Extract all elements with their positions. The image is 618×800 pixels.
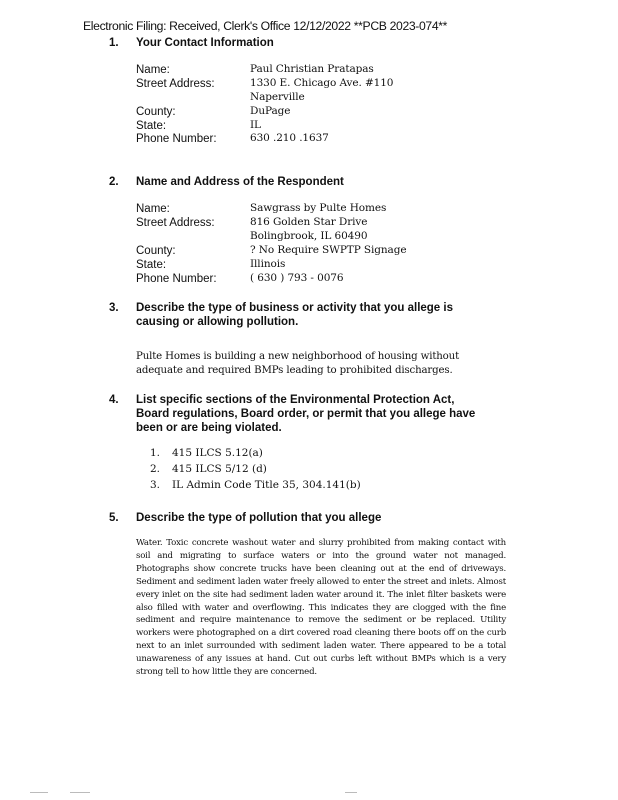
- contact-state-label: State:: [136, 120, 167, 132]
- section-2-title: Name and Address of the Respondent: [136, 176, 344, 188]
- footer-mark: [345, 792, 357, 793]
- list-item-text: IL Admin Code Title 35, 304.141(b): [172, 479, 361, 491]
- contact-phone-value: 630 .210 .1637: [250, 132, 329, 144]
- section-3-number: 3.: [109, 302, 119, 314]
- contact-county-label: County:: [136, 106, 176, 118]
- section-4-title-line: been or are being violated.: [136, 422, 282, 434]
- respondent-county-value: ? No Require SWPTP Signage: [250, 244, 407, 256]
- list-item: [150, 447, 361, 463]
- respondent-phone-value: ( 630 ) 793 - 0076: [250, 272, 344, 284]
- respondent-city-value: Bolingbrook, IL 60490: [250, 230, 368, 242]
- contact-phone-label: Phone Number:: [136, 133, 217, 145]
- section-3-title-line: Describe the type of business or activity that you allege is: [136, 302, 453, 314]
- section-4-number: 4.: [109, 394, 119, 406]
- section-3-body-line: adequate and required BMPs leading to prohibited discharges.: [136, 365, 453, 376]
- section-3-body-line: Pulte Homes is building a new neighborhood of housing without: [136, 351, 460, 362]
- section-4-title-line: List specific sections of the Environmental Protection Act,: [136, 394, 455, 406]
- contact-name-value: Paul Christian Pratapas: [250, 63, 374, 75]
- violations-list: [150, 447, 361, 495]
- contact-county-value: DuPage: [250, 105, 291, 117]
- footer-mark: [30, 792, 48, 793]
- contact-street-value: 1330 E. Chicago Ave. #110: [250, 77, 394, 89]
- contact-name-label: Name:: [136, 64, 170, 76]
- section-1-number: 1.: [109, 37, 119, 49]
- respondent-phone-label: Phone Number:: [136, 273, 217, 285]
- list-item-text: 415 ILCS 5.12(a): [172, 447, 263, 459]
- list-item-number: 1.: [150, 447, 161, 459]
- respondent-street-label: Street Address:: [136, 217, 215, 229]
- list-item-number: 3.: [150, 479, 161, 491]
- list-item-number: 2.: [150, 463, 161, 475]
- list-item: [150, 479, 361, 495]
- contact-city-value: Naperville: [250, 91, 305, 103]
- respondent-street-value: 816 Golden Star Drive: [250, 216, 368, 228]
- respondent-state-value: Illinois: [250, 258, 286, 270]
- section-3-title-line: causing or allowing pollution.: [136, 316, 299, 328]
- list-item: [150, 463, 361, 479]
- respondent-name-label: Name:: [136, 203, 170, 215]
- section-2-number: 2.: [109, 176, 119, 188]
- section-5-number: 5.: [109, 512, 119, 524]
- filing-stamp-header: Electronic Filing: Received, Clerk's Office 12/12/2022 **PCB 2023-074**: [83, 19, 448, 33]
- section-4-title-line: Board regulations, Board order, or permit that you allege have: [136, 408, 476, 420]
- respondent-county-label: County:: [136, 245, 176, 257]
- section-3-title: [136, 301, 453, 329]
- respondent-name-value: Sawgrass by Pulte Homes: [250, 202, 387, 214]
- section-3-body: [136, 350, 459, 378]
- section-5-title: Describe the type of pollution that you allege: [136, 512, 382, 524]
- contact-street-label: Street Address:: [136, 78, 215, 90]
- section-1-title: Your Contact Information: [136, 37, 274, 49]
- contact-state-value: IL: [250, 119, 261, 131]
- respondent-state-label: State:: [136, 259, 167, 271]
- footer-mark: [70, 792, 90, 793]
- list-item-text: 415 ILCS 5/12 (d): [172, 463, 267, 475]
- section-5-body: Water. Toxic concrete washout water and slurry prohibited from making contact with soil and migrating to surface waters or into the ground water not managed. Photographs show concrete trucks have been cleaning out at the end of driveways. Sediment and sediment laden water freely allowed to enter the street and inlets. Almost every inlet on the site had sediment laden water around it. The inlet filter baskets were also filled with water and overflowing. This indicates they are clogged with the fine sediment and require maintenance to remove the sediment or be replaced. Utility workers were photographed on a dirt covered road cleaning there boots off on the curb next to an inlet surrounded with sediment laden water. There appeared to be a total unawareness of any issues at hand. Cut out curbs left without BMPs which is a very strong tell to how little they are concerned.: [136, 538, 506, 678]
- section-4-title: [136, 393, 475, 435]
